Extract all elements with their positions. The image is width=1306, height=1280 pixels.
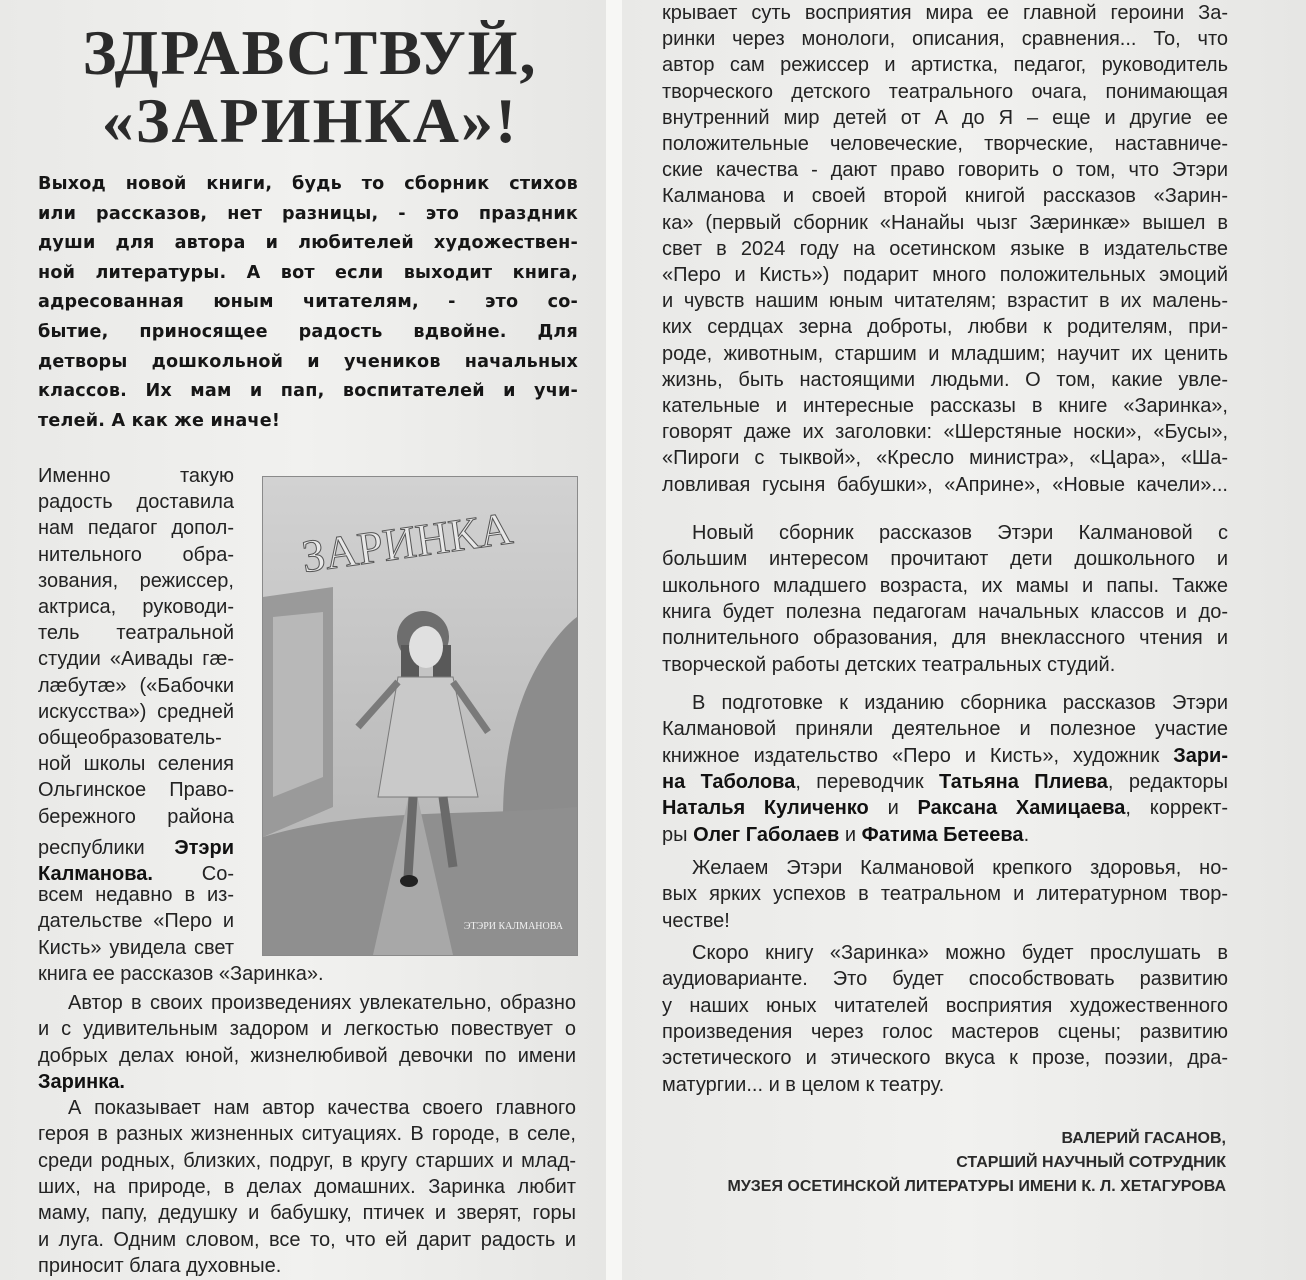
wrap-line: нам педагог допол-	[38, 517, 234, 540]
right-p1-line: «Перо и Кисть») подарит много положительных эмоций	[662, 264, 1228, 286]
rp3-line-4: на Таболова, переводчик Татьяна Плиева, редакторы	[662, 771, 1229, 793]
right-p1-line: ловливая гусыня бабушки», «Априне», «Новые качели»...	[662, 473, 1228, 496]
right-p1-line: жизнь, быть настоящими людьми. О том, какие увле-	[662, 368, 1228, 391]
wrap-line-16: Калманова. Со-	[38, 863, 234, 885]
right-p1-line: автор сам режиссер и артистка, педагог, руководитель	[662, 54, 1228, 77]
p-show-line: и луга. Одним словом, все то, что ей дарит радость и	[38, 1228, 576, 1251]
wrap-line: студии «Аивады гæ-	[38, 648, 234, 671]
wrap-line: всем недавно в из-	[38, 884, 234, 907]
lead-line: адресованная юным читателям, - это со-	[38, 292, 578, 313]
right-p2-line: Новый сборник рассказов Этэри Калмановой с	[692, 522, 1228, 544]
author-name-first: Этэри	[174, 837, 234, 859]
right-p1-line: внутренний мир детей от А до Я – еще и другие ее	[662, 106, 1228, 129]
right-p1-line: крывает суть восприятия мира ее главной героини За-	[662, 2, 1228, 24]
wrap-line: ной школы селения	[38, 753, 234, 776]
p-show-line: среди родных, близких, подруг, в кругу старших и млад-	[38, 1149, 576, 1172]
lead-line: бытие, приносящее радость вдвойне. Для	[38, 322, 578, 342]
right-p1-line: ких сердцах зерна доброты, любви к родителям, при-	[662, 316, 1228, 339]
wrap-line: книга ее рассказов «Заринка».	[38, 962, 324, 985]
p-author-line: и с удивительным задором и легкостью повествует о	[38, 1018, 576, 1041]
rp3-line-3: книжное издательство «Перо и Кисть», художник Зари-	[662, 745, 1229, 767]
rp3-line-2: Калмановой приняли деятельное и полезное участие	[662, 718, 1228, 740]
right-newspaper-column	[622, 0, 1306, 1280]
wrap-line: искусства») средней	[38, 700, 234, 723]
lead-line: телей. А как же иначе!	[38, 410, 281, 431]
right-p4-line: честве!	[662, 909, 730, 932]
right-p5-line: произведения через голос мастеров сцены; развитию	[662, 1020, 1228, 1043]
right-p5-line: у наших юных читателей восприятия художественного	[662, 994, 1228, 1017]
lead-line: детворы дошкольной и учеников начальных	[38, 351, 578, 372]
wrap-line: Кисть» увидела свет	[38, 936, 234, 959]
right-p1-line: роде, животным, старшим и младшим; научит их ценить	[662, 342, 1228, 365]
p-show-line: маму, папу, дедушку и бабушку, птичек и зверят, горы	[38, 1202, 576, 1225]
right-p5-line: аудиоварианте. Это будет способствовать развитию	[662, 968, 1228, 991]
wrap-line: бережного района	[38, 805, 234, 828]
right-p5-line: матургии... и в целом к театру.	[662, 1073, 945, 1096]
p-author-line: Автор в своих произведениях увлекательно, образно	[68, 992, 576, 1014]
wrap-line: лæбутæ» («Бабочки	[38, 674, 234, 697]
wrap-line: зования, режиссер,	[38, 569, 234, 592]
right-p2-line: большим интересом прочитают дети дошкольного и	[662, 548, 1228, 571]
right-p1-line: ринки через монологи, описания, сравнения... То, что	[662, 28, 1228, 51]
lead-line: ной литературы. А вот если выходит книга,	[38, 262, 578, 283]
right-p1-line: «Пироги с тыквой», «Кресло министра», «Цара», «Ша-	[662, 447, 1228, 470]
p-show-line: ших, на природе, в делах домашних. Заринка любит	[38, 1175, 576, 1198]
cover-author: ЭТЭРИ КАЛМАНОВА	[463, 921, 563, 932]
lead-line: классов. Их мам и пап, воспитателей и учи-	[38, 381, 578, 402]
right-p2-line: школьного младшего возраста, их мамы и папы. Также	[662, 574, 1228, 597]
right-p2-line: творческой работы детских театральных студий.	[662, 653, 1116, 676]
right-p1-line: творческого детского театрального очага, понимающая	[662, 80, 1228, 103]
headline-line-2: «ЗАРИНКА»!	[101, 85, 519, 156]
wrap-line: радость доставила	[38, 491, 234, 514]
left-newspaper-column	[0, 0, 606, 1280]
right-p1-line: и чувств нашим юным читателям; взрастит в их малень-	[662, 290, 1228, 313]
wrap-line-15: республики Этэри	[38, 835, 234, 861]
wrap-line: Именно такую	[38, 465, 234, 487]
p-show-line: приносит блага духовные.	[38, 1254, 282, 1277]
right-p1-line: говорят даже их заголовки: «Шерстяные носки», «Бусы»,	[662, 421, 1228, 444]
right-p1-line: свет в 2024 году на осетинском языке в издательстве	[662, 237, 1228, 260]
p-author-line: Заринка.	[38, 1070, 125, 1093]
p-show-line: героя в разных жизненных ситуациях. В городе, в селе,	[38, 1123, 576, 1146]
right-p1-line: ка» (первый сборник «Нанайы чызг Зæринкæ» вышел в	[662, 211, 1228, 234]
p-author-line: добрых делах юной, жизнелюбивой девочки по имени	[38, 1044, 576, 1067]
lead-line: души для автора и любителей художествен-	[38, 233, 578, 254]
book-cover-image	[262, 476, 578, 956]
headline-line-1: ЗДРАВСТВУЙ,	[82, 17, 538, 88]
right-p4-line: Желаем Этэри Калмановой крепкого здоровья, но-	[692, 857, 1228, 879]
wrap-line: тель театральной	[38, 622, 234, 645]
signature-line: СТАРШИЙ НАУЧНЫЙ СОТРУДНИК	[956, 1154, 1226, 1171]
signature-line: МУЗЕЯ ОСЕТИНСКОЙ ЛИТЕРАТУРЫ ИМЕНИ К. Л. ХЕТАГУРОВА	[727, 1178, 1226, 1195]
right-p2-line: полнительного образования, для внеклассного чтения и	[662, 627, 1228, 650]
book-cover-illustration	[263, 477, 577, 955]
right-p5-line: эстетического и этического вкуса к прозе, поэзии, дра-	[662, 1047, 1228, 1070]
rp3-line-6: ры Олег Габолаев и Фатима Бетеева.	[662, 824, 1030, 846]
right-p1-line: ские качества - дают право говорить о том, что Этэри	[662, 159, 1228, 182]
wrap-line: Ольгинское Право-	[38, 779, 234, 802]
lead-line: или рассказов, нет разницы, - это праздник	[38, 203, 578, 224]
page-gutter	[606, 0, 622, 1280]
right-p5-line: Скоро книгу «Заринка» можно будет прослушать в	[692, 942, 1228, 964]
wrap-line: нительного обра-	[38, 543, 234, 566]
right-p1-line: кательные и интересные рассказы в книге «Заринка»,	[662, 395, 1228, 417]
wrap-line: актриса, руководи-	[38, 596, 234, 618]
rp3-line-1: В подготовке к изданию сборника рассказов Этэри	[692, 692, 1228, 714]
right-p1-line: положительные человеческие, творческие, наставниче-	[662, 133, 1228, 155]
lead-line: Выход новой книги, будь то сборник стихов	[38, 174, 578, 194]
wrap-line: общеобразователь-	[38, 727, 222, 749]
signature-line: ВАЛЕРИЙ ГАСАНОВ,	[1061, 1130, 1226, 1147]
right-p4-line: вых ярких успехов в театральном и литературном твор-	[662, 883, 1228, 906]
wrap-line: дательстве «Перо и	[38, 910, 234, 933]
rp3-line-5: Наталья Куличенко и Раксана Хамицаева, коррект-	[662, 797, 1229, 819]
author-name-last: Калманова.	[38, 863, 153, 885]
cover-title: ЗАРИНКА	[298, 502, 516, 583]
right-p1-line: Калманова и своей второй книгой рассказов «Зарин-	[662, 185, 1228, 208]
p-show-line: А показывает нам автор качества своего главного	[68, 1097, 576, 1119]
right-p2-line: книга будет полезна педагогам начальных классов и до-	[662, 600, 1228, 623]
